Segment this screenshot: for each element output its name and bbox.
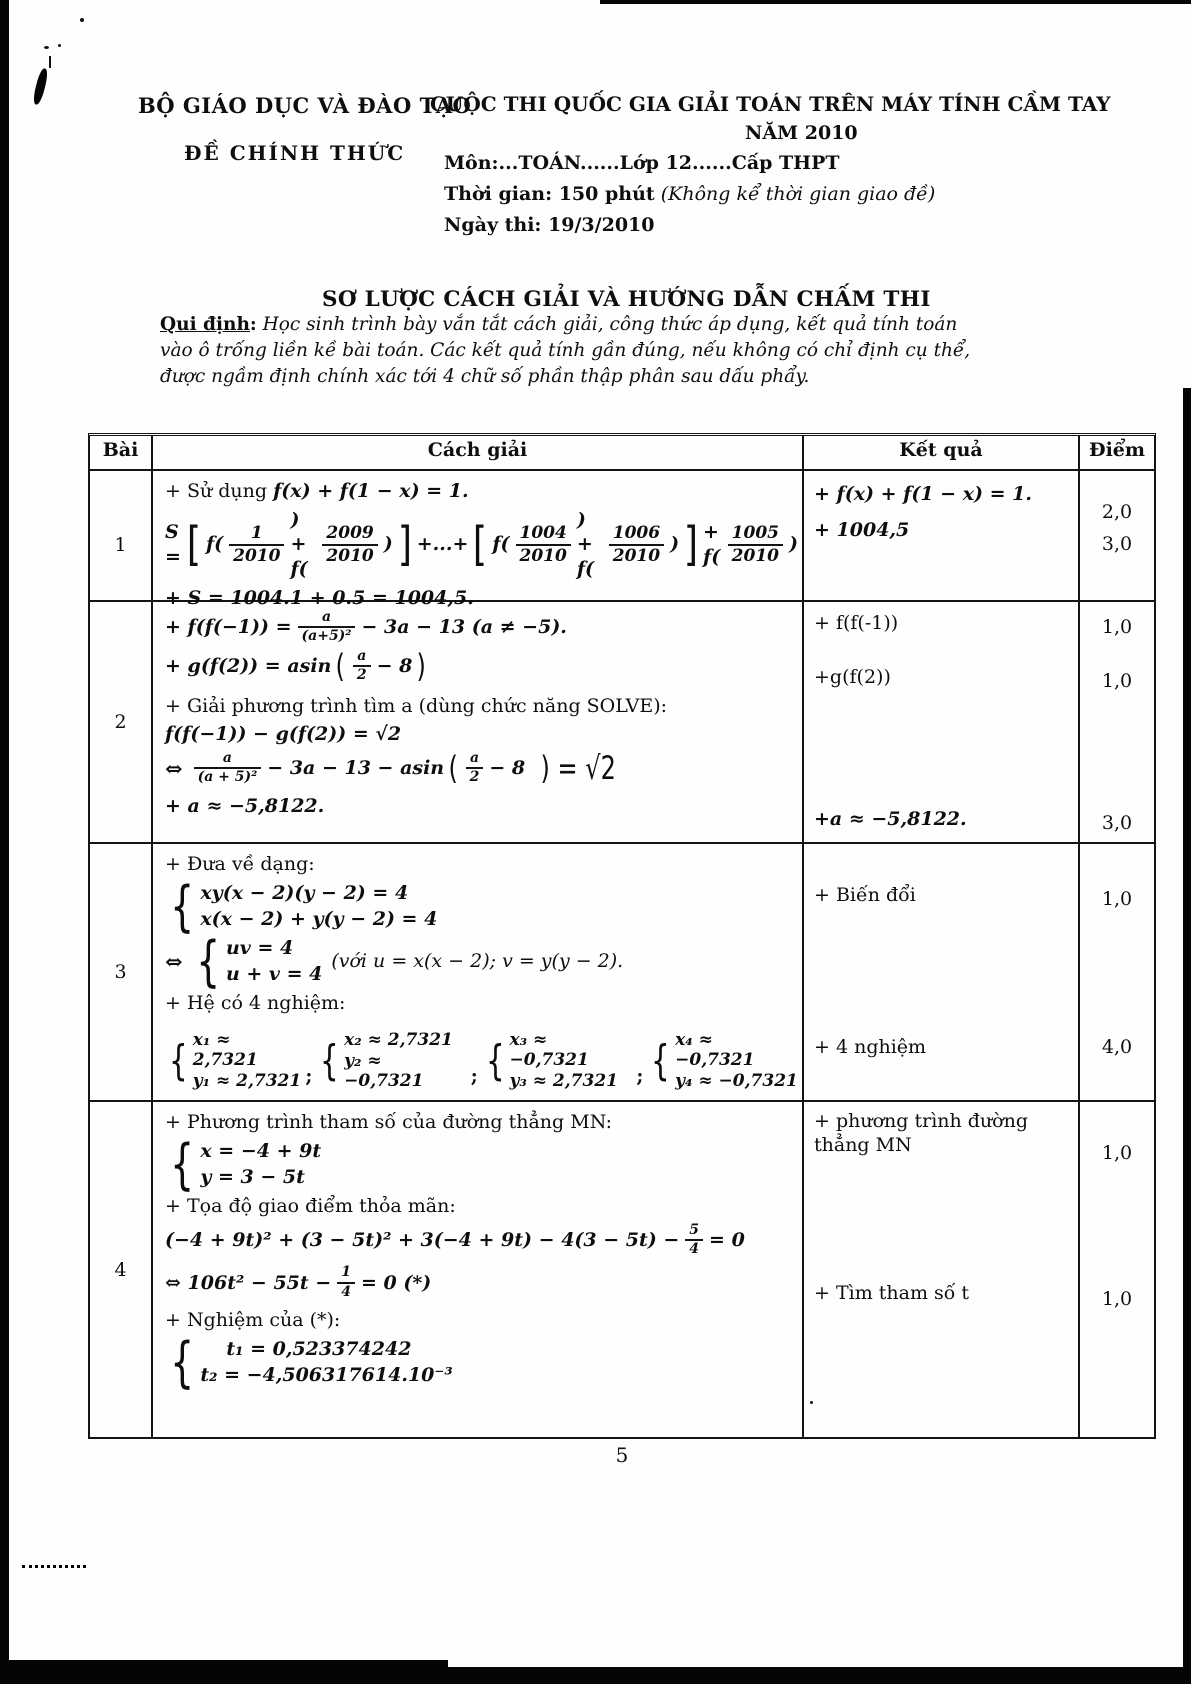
row1-line1-formula: f(x) + f(1 − x) = 1. xyxy=(273,480,469,502)
row2-line5: ⇔ $\frac{a}{\text{(a + 5)²}}$ − 3a − 13 − asin ( $\frac{a}{2}$ − 8 ) = √2 xyxy=(165,749,616,788)
exam-date: Ngày thi: 19/3/2010 xyxy=(444,214,655,236)
table-row-1 xyxy=(90,469,1154,609)
row2-result-3: +a ≈ −5,8122. xyxy=(814,808,967,831)
system-brace: { xyxy=(170,1330,195,1394)
row1-solution xyxy=(151,471,802,618)
row2-result-1: + f(f(-1)) xyxy=(814,612,899,634)
header-cell-problem: Bài xyxy=(102,439,139,461)
right-bracket: ] xyxy=(397,517,412,572)
row3-line3: + Hệ có 4 nghiệm: xyxy=(165,992,346,1015)
system-brace: { xyxy=(170,874,195,938)
iff-symbol: ⇔ xyxy=(165,948,183,974)
left-bracket: [ xyxy=(473,517,488,572)
row3-system1: { xy(x − 2)(y − 2) = 4 x(x − 2) + y(y − 2) = 4 xyxy=(170,874,438,938)
regulation-colon: : xyxy=(249,314,257,335)
system-brace: { xyxy=(485,1035,505,1085)
row2-points xyxy=(1078,602,1154,842)
system-brace: { xyxy=(320,1035,340,1085)
row4-points xyxy=(1078,1102,1154,1437)
row4-equation2: ⇔ 106t² − 55t − $\frac{1}{4}$ = 0 (*) xyxy=(165,1264,432,1300)
row3-line1: + Đưa về dạng: xyxy=(165,853,315,875)
row3-system2: ⇔ { uv = 4 u + v = 4 (với u = x(x − 2); v = y(y − 2). xyxy=(165,929,624,993)
header-cell-points: Điểm xyxy=(1078,436,1154,469)
ellipsis-plus: +...+ xyxy=(416,533,469,556)
row2-point-2: 1,0 xyxy=(1101,670,1133,692)
row2-solution xyxy=(151,602,802,842)
row4-point-1: 1,0 xyxy=(1101,1142,1133,1164)
exam-type-label: ĐỀ CHÍNH THỨC xyxy=(184,141,406,165)
scan-edge-bottom-thick xyxy=(0,1660,448,1669)
row3-points xyxy=(1078,844,1154,1100)
row4-result-2: + Tìm tham số t xyxy=(814,1282,970,1304)
scan-edge-top xyxy=(600,0,1191,4)
scan-edge-right xyxy=(1183,388,1191,1668)
row4-result xyxy=(802,1102,1078,1437)
table-header-row xyxy=(90,436,1154,469)
system-brace: { xyxy=(195,929,220,993)
row1-point-1: 2,0 xyxy=(1101,501,1133,523)
header-cell-result: Kết quả xyxy=(802,436,1078,469)
system-brace: { xyxy=(651,1035,671,1085)
row4-solution xyxy=(151,1102,802,1437)
ink-dotted-mark xyxy=(22,1565,86,1568)
duration-line xyxy=(444,183,935,205)
row4-line2: + Tọa độ giao điểm thỏa mãn: xyxy=(165,1194,456,1217)
document-title: SƠ LƯỢC CÁCH GIẢI VÀ HƯỚNG DẪN CHẤM THI xyxy=(322,287,931,312)
system-brace: { xyxy=(170,1132,195,1196)
row3-solution xyxy=(151,844,802,1100)
row2-line4: f(f(−1)) − g(f(2)) = √2 xyxy=(165,723,402,746)
scan-edge-left xyxy=(0,0,9,1666)
contest-title: CUỘC THI QUỐC GIA GIẢI TOÁN TRÊN MÁY TÍNH CẦM TAY xyxy=(430,92,1111,116)
page-number: 5 xyxy=(615,1443,629,1467)
row1-result-2: + 1004,5 xyxy=(814,519,910,541)
grading-table xyxy=(88,433,1156,1439)
left-bracket: [ xyxy=(186,517,202,572)
row3-number: 3 xyxy=(114,961,127,983)
row2-point-3: 3,0 xyxy=(1101,812,1133,834)
row3-point-1: 1,0 xyxy=(1101,888,1133,910)
row1-result xyxy=(802,471,1078,618)
row1-line1-text: + Sử dụng xyxy=(165,480,268,502)
row3-substitution-note: (với u = x(x − 2); v = y(y − 2). xyxy=(331,950,624,973)
row4-line1: + Phương trình tham số của đường thẳng MN: xyxy=(165,1111,613,1133)
row1-number: 1 xyxy=(114,533,127,556)
system-brace: { xyxy=(169,1035,188,1085)
row4-equation1: (−4 + 9t)² + (3 − 5t)² + 3(−4 + 9t) − 4(3 − 5t) − $\frac{5}{4}$ = 0 xyxy=(165,1221,745,1258)
row3-result-1: + Biến đổi xyxy=(814,884,916,906)
row4-line5: + Nghiệm của (*): xyxy=(165,1309,341,1332)
row2-line2: + g(f(2)) = asin ( $\frac{a}{2}$ − 8 ) xyxy=(165,647,427,686)
row2-line1: + f(f(−1)) = $\frac{a}{\text{(a+5)²}}$ − 3a − 13 (a ≠ −5). xyxy=(165,609,567,645)
row3-result xyxy=(802,844,1078,1100)
left-paren: ( xyxy=(335,647,346,686)
row3-result-2: + 4 nghiệm xyxy=(814,1036,927,1059)
ink-mark xyxy=(32,67,50,105)
row2-result xyxy=(802,602,1078,842)
ink-speck xyxy=(58,44,61,47)
row2-result-2: +g(f(2)) xyxy=(814,666,891,688)
row2-line3: + Giải phương trình tìm a (dùng chức năng SOLVE): xyxy=(165,694,668,717)
row1-result-1: + f(x) + f(1 − x) = 1. xyxy=(814,483,1032,505)
scan-edge-bottom xyxy=(0,1667,1191,1684)
row1-points xyxy=(1078,471,1154,618)
row3-solutions-list: { x₁ ≈ 2,7321 y₁ ≈ 2,7321 ; { x₂ ≈ 2,7321 y₂ ≈ −0,7321 ; { x₃ ≈ −0,7321 y₃ ≈ 2,7321 ; { x₄ ≈ −0,7321 y₄ ≈ −0,7321 xyxy=(169,1029,798,1091)
row4-system1: { x = −4 + 9t y = 3 − 5t xyxy=(170,1132,322,1196)
sum-lhs: S = xyxy=(165,521,181,568)
row4-number: 4 xyxy=(114,1258,127,1281)
row1-point-2: 3,0 xyxy=(1101,533,1133,555)
table-row-2 xyxy=(90,600,1154,842)
row4-point-2: 1,0 xyxy=(1101,1288,1133,1310)
contest-year: NĂM 2010 xyxy=(745,122,858,144)
table-row-4 xyxy=(90,1100,1154,1437)
ink-speck xyxy=(80,18,84,22)
row1-line1 xyxy=(165,479,798,504)
row2-number: 2 xyxy=(114,711,127,733)
row4-result-1: + phương trình đường thẳng MN xyxy=(814,1110,1029,1156)
iff-symbol: ⇔ xyxy=(165,755,183,781)
row3-point-2: 4,0 xyxy=(1101,1036,1133,1058)
row4-system2: { t₁ = 0,523374242 t₂ = −4,506317614.10⁻³ xyxy=(170,1330,453,1394)
right-bracket: ] xyxy=(683,517,699,572)
row1-line3: + S = 1004.1 + 0.5 = 1004,5. xyxy=(165,586,474,609)
issuer-name: BỘ GIÁO DỤC VÀ ĐÀO TẠO xyxy=(138,93,472,118)
table-row-3 xyxy=(90,842,1154,1100)
right-paren: ) xyxy=(416,647,427,686)
row1-sum-formula: S = [ f( $\frac{1}{2010}$ ) + f( $\frac{2009}{2010}$ ) ] +...+ [ f( $\frac{1004}{2010}$ ) + f( $\frac{1006}{2010}$ ) ] + f( $\frac{1005}{2010}$ ) xyxy=(165,508,798,581)
regulation-paragraph xyxy=(160,312,992,390)
subject-line: Môn:...TOÁN......Lớp 12......Cấp THPT xyxy=(444,152,840,174)
left-paren: ( xyxy=(448,749,459,788)
regulation-label: Qui định xyxy=(160,314,250,335)
row2-line6: + a ≈ −5,8122. xyxy=(165,794,325,817)
duration-text: Thời gian: 150 phút xyxy=(444,183,655,205)
regulation-text: Học sinh trình bày vắn tắt cách giải, công thức áp dụng, kết quả tính toán vào ô trống liền kề bài toán. Các kết quả tính gần đúng, nếu không có chỉ định cụ thể, được ngầm định chính xác tới 4 chữ số phần thập phân sau dấu phẩy. xyxy=(160,314,971,387)
right-paren: ) = √2 xyxy=(540,749,616,788)
ink-speck xyxy=(49,56,51,68)
row2-point-1: 1,0 xyxy=(1101,616,1133,638)
duration-note: (Không kể thời gian giao đề) xyxy=(660,183,936,205)
ink-speck xyxy=(44,46,49,49)
header-cell-solution: Cách giải xyxy=(151,436,802,469)
